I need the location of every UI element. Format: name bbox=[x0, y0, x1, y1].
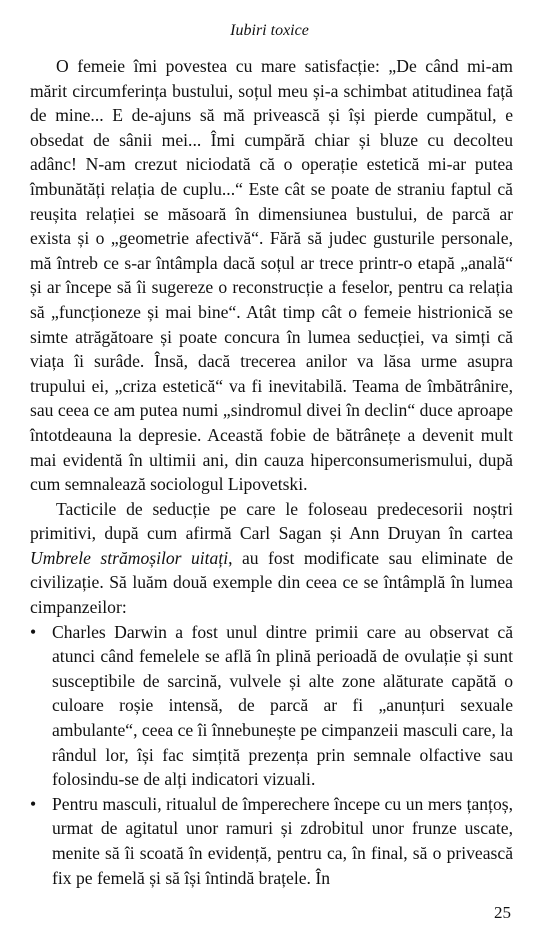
bullet-text: Charles Darwin a fost unul dintre primii care au observat că atunci când femelele se află în plină perioadă de ovulație și sunt susceptibile de sarcină, vulvele și alte zone alăturate capătă o culoare roșie intensă, de parcă ar fi „anunțuri sexuale ambulante“, ceea ce îi înnebunește pe cimpanzeii masculi care, la rândul lor, își fac simțită prezența prin semnale olfactive sau folosindu-se de alți indicatori vizuali. bbox=[52, 621, 513, 790]
list-item bbox=[30, 792, 513, 890]
book-title: Umbrele strămoșilor uitați bbox=[30, 547, 229, 568]
list-item bbox=[30, 620, 513, 792]
paragraph-2-text-end: , au fost modificate sau eliminate de civilizație. Să luăm două exemple din ceea ce se întâmplă în lumea cimpanzeilor: bbox=[30, 547, 513, 618]
bullet-list bbox=[30, 620, 513, 891]
bullet-text: Pentru masculi, ritualul de împerechere începe cu un mers țanțoș, urmat de agitatul unor ramuri și zdrobitul unor frunze uscate, menite să îi scoată în evidență, pentru ca, în final, să o privească fix pe femelă și să își întindă brațele. În bbox=[52, 793, 513, 888]
bullet-icon: • bbox=[30, 793, 37, 814]
paragraph-2 bbox=[30, 497, 513, 620]
paragraph-1: O femeie îmi povestea cu mare satisfacție: „De când mi-am mărit circumferința bustului, soțul meu și-a schimbat atitudinea față de mine... E de-ajuns să mă privească și își pierde cumpătul, e obsedat de sânii mei... Îmi cumpără chiar și bluze cu decolteu adânc! N-am crezut niciodată că o operație estetică mi-ar putea îmbunătăți relația de cuplu...“ Este cât se poate de straniu faptul că reușita relației se măsoară în dimensiunea bustului, de parcă ar exista și o „geometrie afectivă“. Fără să judec gusturile personale, mă întreb ce s-ar întâmpla dacă soțul ar trece printr-o etapă „anală“ și ar începe să îi sugereze o reconstrucție a feselor, pentru ca relația să „funcționeze și mai bine“. Atât timp cât o femeie histrionică se simte atrăgătoare și poate concura în lumea seducției, va simți că viața îi surâde. Însă, dacă trecerea anilor va lăsa urme asupra trupului ei, „criza estetică“ va fi inevitabilă. Teama de îmbătrânire, sau ceea ce am putea numi „sindromul divei în declin“ duce aproape întotdeauna la depresie. Această fobie de bătrânețe a devenit mult mai evidentă în ultimii ani, din cauza hiperconsumerismului, după cum semnalează sociologul Lipovetski. bbox=[30, 56, 513, 495]
paragraph-2-text-start: Tacticile de seducție pe care le foloseau predecesorii noștri primitivi, după cum afirmă Carl Sagan și Ann Druyan în cartea bbox=[30, 498, 513, 544]
page-number: 25 bbox=[494, 903, 511, 922]
running-header-title: Iubiri toxice bbox=[230, 22, 309, 39]
body-text bbox=[30, 54, 513, 890]
bullet-icon: • bbox=[30, 621, 37, 642]
